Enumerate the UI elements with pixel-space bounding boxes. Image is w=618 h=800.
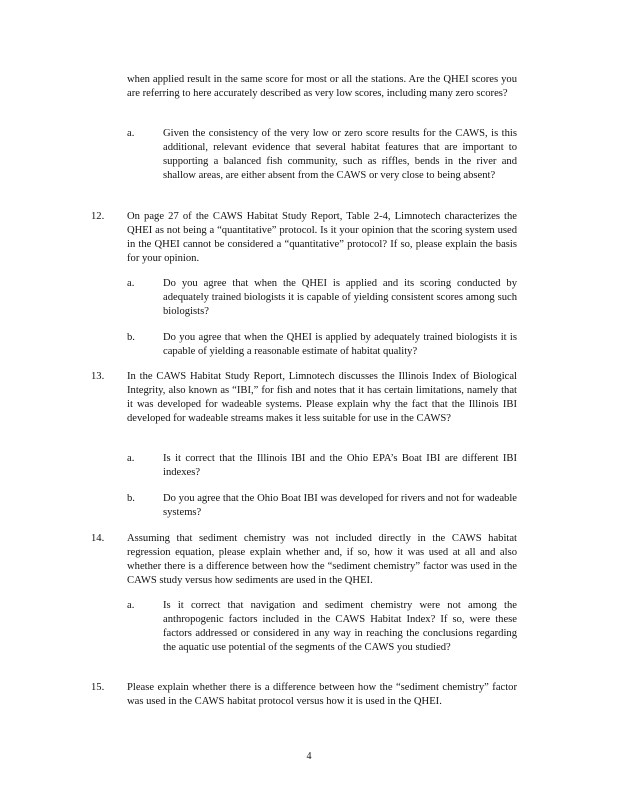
subitem-letter: a. (127, 453, 135, 464)
question-12-subitem-b (127, 331, 517, 359)
subitem-text: Do you agree that when the QHEI is applied by adequately trained biologists it is capable of yielding a reasonable estimate of habitat quality? (163, 332, 517, 357)
subitem-letter: a. (127, 600, 135, 611)
question-12-subitem-a (127, 277, 517, 319)
question-13-text: In the CAWS Habitat Study Report, Limnotech discusses the Illinois Index of Biological Integrity, also known as “IBI,” for fish and notes that it has certain limitations, namely that it was developed for wadeable systems. Please explain why the fact that the Illinois IBI developed for wadeable streams makes it less suitable for use in the CAWS? (127, 371, 517, 424)
question-number-13: 13. (91, 371, 105, 382)
question-14-text: Assuming that sediment chemistry was not included directly in the CAWS habitat regression equation, please explain whether and, if so, how it was used at all and also whether there is a difference between how the “sediment chemistry” factor was used in the CAWS study versus how sediments are used in the QHEI. (127, 533, 517, 586)
question-15-text: Please explain whether there is a difference between how the “sediment chemistry” factor was used in the CAWS habitat protocol versus how it is used in the QHEI. (127, 682, 517, 707)
subitem-text: Given the consistency of the very low or zero score results for the CAWS, is this additional, relevant evidence that several habitat features that are important to supporting a balanced fish community, such as riffles, bends in the river and shallow areas, are either absent from the CAWS or very close to being absent? (163, 128, 517, 181)
question-number-15: 15. (91, 682, 105, 693)
subitem-letter: a. (127, 278, 135, 289)
subitem-text: Do you agree that the Ohio Boat IBI was developed for rivers and not for wadeable systems? (163, 493, 517, 518)
subitem-text: Is it correct that the Illinois IBI and the Ohio EPA’s Boat IBI are different IBI indexes? (163, 453, 517, 478)
subitem-letter: a. (127, 128, 135, 139)
question-number-14: 14. (91, 533, 105, 544)
intro-paragraph: when applied result in the same score for most or all the stations. Are the QHEI scores you are referring to here accurately described as very low scores, including many zero scores? (127, 74, 517, 99)
subitem-text: Do you agree that when the QHEI is applied and its scoring conducted by adequately trained biologists it is capable of yielding consistent scores among such biologists? (163, 278, 517, 317)
subitem-text: Is it correct that navigation and sediment chemistry were not among the anthropogenic factors included in the CAWS Habitat Index? If so, were these factors addressed or considered in any way in reaching the conclusions regarding the aquatic use potential of the segments of the CAWS you studied? (163, 600, 517, 653)
subitem-letter: b. (127, 332, 135, 343)
question-12-text: On page 27 of the CAWS Habitat Study Report, Table 2-4, Limnotech characterizes the QHEI as not being a “quantitative” protocol. Is it your opinion that the scoring system used in the QHEI cannot be considered a “quantitative” protocol? If so, please explain the basis for your opinion. (127, 211, 517, 264)
page-number: 4 (306, 751, 312, 762)
question-14-subitem-a (127, 599, 517, 669)
question-13-subitem-b (127, 492, 517, 520)
question-number-12: 12. (91, 211, 105, 222)
subitem-letter: b. (127, 493, 135, 504)
question-13-subitem-a (127, 452, 517, 480)
intro-subitem (127, 127, 517, 199)
